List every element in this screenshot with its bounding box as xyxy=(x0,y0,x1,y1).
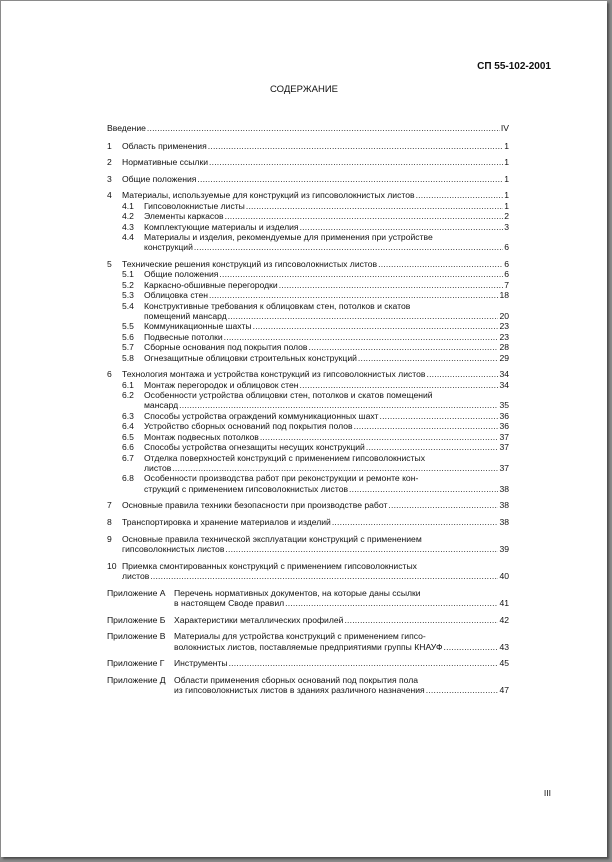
toc-entry-number: 5.1 xyxy=(122,269,134,280)
dot-leader xyxy=(388,500,498,510)
toc-entry-title: Монтаж перегородок и облицовок стен xyxy=(144,379,299,390)
toc-page-number: 7 xyxy=(504,279,509,290)
toc-page-number: 20 xyxy=(499,311,509,322)
dot-leader xyxy=(194,242,503,252)
dot-leader xyxy=(349,484,498,494)
toc-entry-title-line: Особенности устройства облицовки стен, потолков и скатов помещений xyxy=(144,390,433,401)
toc-entry-title-line: помещений мансард xyxy=(144,311,227,322)
dot-leader xyxy=(260,432,499,442)
toc-entry-section-6-2[interactable] xyxy=(107,390,509,411)
toc-entry-chapter-9[interactable] xyxy=(107,534,509,555)
dot-leader xyxy=(354,421,499,431)
toc-page-number: 1 xyxy=(504,140,509,151)
toc-entry-chapter-3[interactable] xyxy=(107,174,509,184)
toc-entry-number: 6 xyxy=(107,369,112,380)
toc-entry-appendix-v[interactable] xyxy=(107,631,509,652)
toc-entry-number: Приложение Д xyxy=(107,674,166,685)
toc-entry-title: Общие положения xyxy=(144,269,219,280)
dot-leader xyxy=(172,463,498,473)
toc-entry-title-line: Приемка смонтированных конструкций с применением гипсоволокнистых xyxy=(122,560,417,571)
dot-leader xyxy=(426,685,499,695)
toc-entry-number: 5.3 xyxy=(122,290,134,301)
dot-leader xyxy=(228,311,499,321)
toc-entry-section-6-4[interactable] xyxy=(107,421,509,431)
toc-entry-section-5-3[interactable] xyxy=(107,290,509,300)
toc-page-number: 43 xyxy=(499,641,509,652)
dot-leader xyxy=(147,123,500,133)
dot-leader xyxy=(253,321,499,331)
toc-entry-title-line: Области применения сборных оснований под покрытия пола xyxy=(174,674,419,685)
toc-entry-section-4-1[interactable] xyxy=(107,201,509,211)
dot-leader xyxy=(209,290,498,300)
toc-entry-chapter-2[interactable] xyxy=(107,157,509,167)
toc-entry-title: Транспортировка и хранение материалов и изделий xyxy=(122,516,331,527)
toc-entry-number: 5.8 xyxy=(122,352,134,363)
toc-entry-chapter-6[interactable] xyxy=(107,369,509,379)
toc-entry-title: Каркасно-обшивные перегородки xyxy=(144,279,278,290)
toc-page-number: 18 xyxy=(499,290,509,301)
toc-entry-chapter-7[interactable] xyxy=(107,500,509,510)
toc-page-number: 37 xyxy=(499,462,509,473)
toc-page-number: 38 xyxy=(499,483,509,494)
dot-leader xyxy=(229,658,499,668)
toc-entry-title-line: волокнистых листов, поставляемые предприятиями группы КНАУФ xyxy=(174,641,443,652)
toc-page-number: 35 xyxy=(499,400,509,411)
toc-entry-number: Приложение Б xyxy=(107,614,166,625)
toc-entry-number: 6.2 xyxy=(122,390,134,401)
toc-entry-title: Материалы, используемые для конструкций из гипсоволокнистых листов xyxy=(122,190,415,201)
toc-entry-number: 6.1 xyxy=(122,379,134,390)
toc-entry-title: Нормативные ссылки xyxy=(122,157,209,168)
dot-leader xyxy=(444,642,499,652)
toc-entry-title: Комплектующие материалы и изделия xyxy=(144,221,299,232)
toc-page-number: 3 xyxy=(504,221,509,232)
toc-page-number: 36 xyxy=(499,410,509,421)
toc-entry-title: Основные правила техники безопасности при производстве работ xyxy=(122,500,388,511)
toc-page-number: 6 xyxy=(504,242,509,253)
toc-entry-title-line: струкций с применением гипсоволокнистых листов xyxy=(144,483,349,494)
toc-entry-section-4-4[interactable] xyxy=(107,232,509,253)
toc-entry-chapter-8[interactable] xyxy=(107,517,509,527)
toc-entry-section-5-6[interactable] xyxy=(107,332,509,342)
toc-entry-title-line: Отделка поверхностей конструкций с применением гипсоволокнистых xyxy=(144,452,426,463)
toc-entry-number: 2 xyxy=(107,157,112,168)
toc-entry-section-5-1[interactable] xyxy=(107,269,509,279)
toc-entry-title: Сборные основания под покрытия полов xyxy=(144,342,308,353)
toc-entry-title-line: Особенности производства работ при реконструкции и ремонте кон- xyxy=(144,473,419,484)
toc-entry-title-line: Конструктивные требования к облицовкам стен, потолков и скатов xyxy=(144,300,411,311)
toc-entry-number: 4.1 xyxy=(122,200,134,211)
toc-entry-title: Элементы каркасов xyxy=(144,211,224,222)
toc-entry-section-5-5[interactable] xyxy=(107,321,509,331)
toc-entry-title: Характеристики металлических профилей xyxy=(174,614,344,625)
toc-entry-title-line: Материалы для устройства конструкций с применением гипсо- xyxy=(174,631,426,642)
toc-entry-number: 6.3 xyxy=(122,410,134,421)
toc-page-number: 23 xyxy=(499,331,509,342)
toc-page-number: 37 xyxy=(499,442,509,453)
toc-page-number: 34 xyxy=(499,379,509,390)
toc-entry-section-6-1[interactable] xyxy=(107,380,509,390)
toc-entry-appendix-d[interactable] xyxy=(107,675,509,696)
toc-entry-title: Огнезащитные облицовки строительных конструкций xyxy=(144,352,357,363)
toc-page-number: 42 xyxy=(499,614,509,625)
toc-entry-appendix-g[interactable] xyxy=(107,658,509,668)
dot-leader xyxy=(366,442,499,452)
toc-entry-number: 1 xyxy=(107,140,112,151)
dot-leader xyxy=(285,598,498,608)
toc-entry-title: Устройство сборных оснований под покрытия полов xyxy=(144,421,353,432)
toc-entry-number: 6.8 xyxy=(122,473,134,484)
toc-entry-number: 4 xyxy=(107,190,112,201)
toc-entry-section-5-2[interactable] xyxy=(107,280,509,290)
toc-entry-title: Инструменты xyxy=(174,658,228,669)
toc-entry-title: Общие положения xyxy=(122,173,197,184)
dot-leader xyxy=(300,380,499,390)
toc-entry-number: 6.7 xyxy=(122,452,134,463)
toc-page-number: 1 xyxy=(504,173,509,184)
dot-leader xyxy=(225,544,498,554)
toc-page-number: 36 xyxy=(499,421,509,432)
dot-leader xyxy=(150,571,498,581)
toc-entry-title: Облицовка стен xyxy=(144,290,208,301)
toc-entry-number: Приложение А xyxy=(107,587,166,598)
toc-page-number: 6 xyxy=(504,269,509,280)
toc-entry-number: 9 xyxy=(107,533,112,544)
document-code: СП 55-102-2001 xyxy=(477,61,551,72)
dot-leader xyxy=(224,332,499,342)
document-page xyxy=(1,1,607,857)
toc-entry-title: Технология монтажа и устройства конструкций из гипсоволокнистых листов xyxy=(122,369,426,380)
toc-entry-title-line: мансард xyxy=(144,400,179,411)
toc-page-number: 47 xyxy=(499,685,509,696)
toc-entry-section-4-3[interactable] xyxy=(107,222,509,232)
dot-leader xyxy=(246,201,503,211)
dot-leader xyxy=(358,353,499,363)
toc-page-number: 38 xyxy=(499,500,509,511)
toc-title: СОДЕРЖАНИЕ xyxy=(270,84,338,95)
toc-page-number: IV xyxy=(500,123,509,133)
toc-entry-title-line: гипсоволокнистых листов xyxy=(122,543,225,554)
toc-page-number: 37 xyxy=(499,431,509,442)
toc-page-number: 1 xyxy=(504,157,509,168)
toc-entry-title-line: Материалы и изделия, рекомендуемые для применения при устройстве xyxy=(144,232,433,242)
dot-leader xyxy=(344,615,498,625)
dot-leader xyxy=(208,141,503,151)
toc-page-number: 2 xyxy=(504,211,509,222)
toc-page-number: 45 xyxy=(499,658,509,669)
toc-entry-title: Технические решения конструкций из гипсоволокнистых листов xyxy=(122,259,378,269)
toc-entry-number: 6.6 xyxy=(122,442,134,453)
toc-page-number: 29 xyxy=(499,352,509,363)
toc-entry-number: 5.4 xyxy=(122,300,134,311)
toc-page-number: 6 xyxy=(504,259,509,269)
toc-entry-intro[interactable] xyxy=(107,123,509,133)
toc-entry-number: 10 xyxy=(107,560,117,571)
toc-entry-title: Монтаж подвесных потолков xyxy=(144,431,259,442)
toc-page-number: 34 xyxy=(499,369,509,380)
dot-leader xyxy=(225,211,504,221)
toc-entry-appendix-a[interactable] xyxy=(107,588,509,609)
toc-entry-number: 6.4 xyxy=(122,421,134,432)
dot-leader xyxy=(279,280,504,290)
toc-entry-number: 8 xyxy=(107,516,112,527)
toc-entry-section-4-2[interactable] xyxy=(107,211,509,221)
toc-entry-chapter-1[interactable] xyxy=(107,141,509,151)
toc-page-number: 38 xyxy=(499,516,509,527)
toc-entry-title-line: в настоящем Своде правил xyxy=(174,597,285,608)
toc-entry-chapter-5[interactable] xyxy=(107,259,509,269)
dot-leader xyxy=(378,259,503,269)
toc-entry-title: Способы устройства огнезащиты несущих конструкций xyxy=(144,442,365,453)
toc-entry-number: 5.5 xyxy=(122,321,134,332)
toc-entry-section-5-7[interactable] xyxy=(107,342,509,352)
toc-page-number: 39 xyxy=(499,543,509,554)
toc-entry-title: Гипсоволокнистые листы xyxy=(144,200,245,211)
dot-leader xyxy=(416,190,504,200)
dot-leader xyxy=(219,269,503,279)
toc-entry-section-6-5[interactable] xyxy=(107,432,509,442)
dot-leader xyxy=(300,222,504,232)
toc-entry-number: 6.5 xyxy=(122,431,134,442)
toc-page-number: 1 xyxy=(504,190,509,201)
toc-entry-number: 5.2 xyxy=(122,279,134,290)
dot-leader xyxy=(332,517,499,527)
toc-entry-number: 5.7 xyxy=(122,342,134,353)
toc-page-number: 41 xyxy=(499,597,509,608)
toc-entry-chapter-4[interactable] xyxy=(107,190,509,200)
toc-entry-section-5-8[interactable] xyxy=(107,353,509,363)
toc-entry-title-line: Основные правила технической эксплуатации конструкций с применением xyxy=(122,533,422,544)
dot-leader xyxy=(179,400,498,410)
toc-entry-section-6-8[interactable] xyxy=(107,473,509,494)
toc-entry-number: Приложение Г xyxy=(107,658,165,669)
toc-page-number: 40 xyxy=(499,570,509,581)
dot-leader xyxy=(309,342,499,352)
toc-entry-number: 7 xyxy=(107,500,112,511)
toc-entry-number: 4.2 xyxy=(122,211,134,222)
toc-entry-title-line: из гипсоволокнистых листов в зданиях различного назначения xyxy=(174,685,425,696)
toc-entry-section-6-3[interactable] xyxy=(107,411,509,421)
toc-entry-title-line: конструкций xyxy=(144,242,193,253)
toc-entry-section-6-7[interactable] xyxy=(107,453,509,474)
toc-page-number: 28 xyxy=(499,342,509,353)
toc-entry-chapter-10[interactable] xyxy=(107,561,509,582)
toc-entry-title: Подвесные потолки xyxy=(144,331,223,342)
toc-entry-section-5-4[interactable] xyxy=(107,301,509,322)
toc-entry-title: Коммуникационные шахты xyxy=(144,321,252,332)
toc-page-number: 1 xyxy=(504,200,509,211)
page-folio: III xyxy=(543,788,551,798)
toc-entry-title-line: листов xyxy=(122,570,150,581)
table-of-contents xyxy=(107,123,509,696)
dot-leader xyxy=(380,411,499,421)
toc-entry-appendix-b[interactable] xyxy=(107,615,509,625)
dot-leader xyxy=(209,157,503,167)
toc-entry-title-line: Перечень нормативных документов, на которые даны ссылки xyxy=(174,587,421,598)
toc-entry-title: Введение xyxy=(107,123,146,133)
toc-entry-title-line: листов xyxy=(144,462,172,473)
toc-entry-section-6-6[interactable] xyxy=(107,442,509,452)
dot-leader xyxy=(426,369,498,379)
toc-entry-number: Приложение В xyxy=(107,631,166,642)
toc-entry-title: Способы устройства ограждений коммуникационных шахт xyxy=(144,410,379,421)
toc-page-number: 23 xyxy=(499,321,509,332)
toc-entry-number: 5 xyxy=(107,259,112,269)
toc-entry-title: Область применения xyxy=(122,140,207,151)
toc-entry-number: 4.4 xyxy=(122,232,134,242)
toc-entry-number: 3 xyxy=(107,173,112,184)
dot-leader xyxy=(197,174,503,184)
toc-entry-number: 4.3 xyxy=(122,221,134,232)
toc-entry-number: 5.6 xyxy=(122,331,134,342)
